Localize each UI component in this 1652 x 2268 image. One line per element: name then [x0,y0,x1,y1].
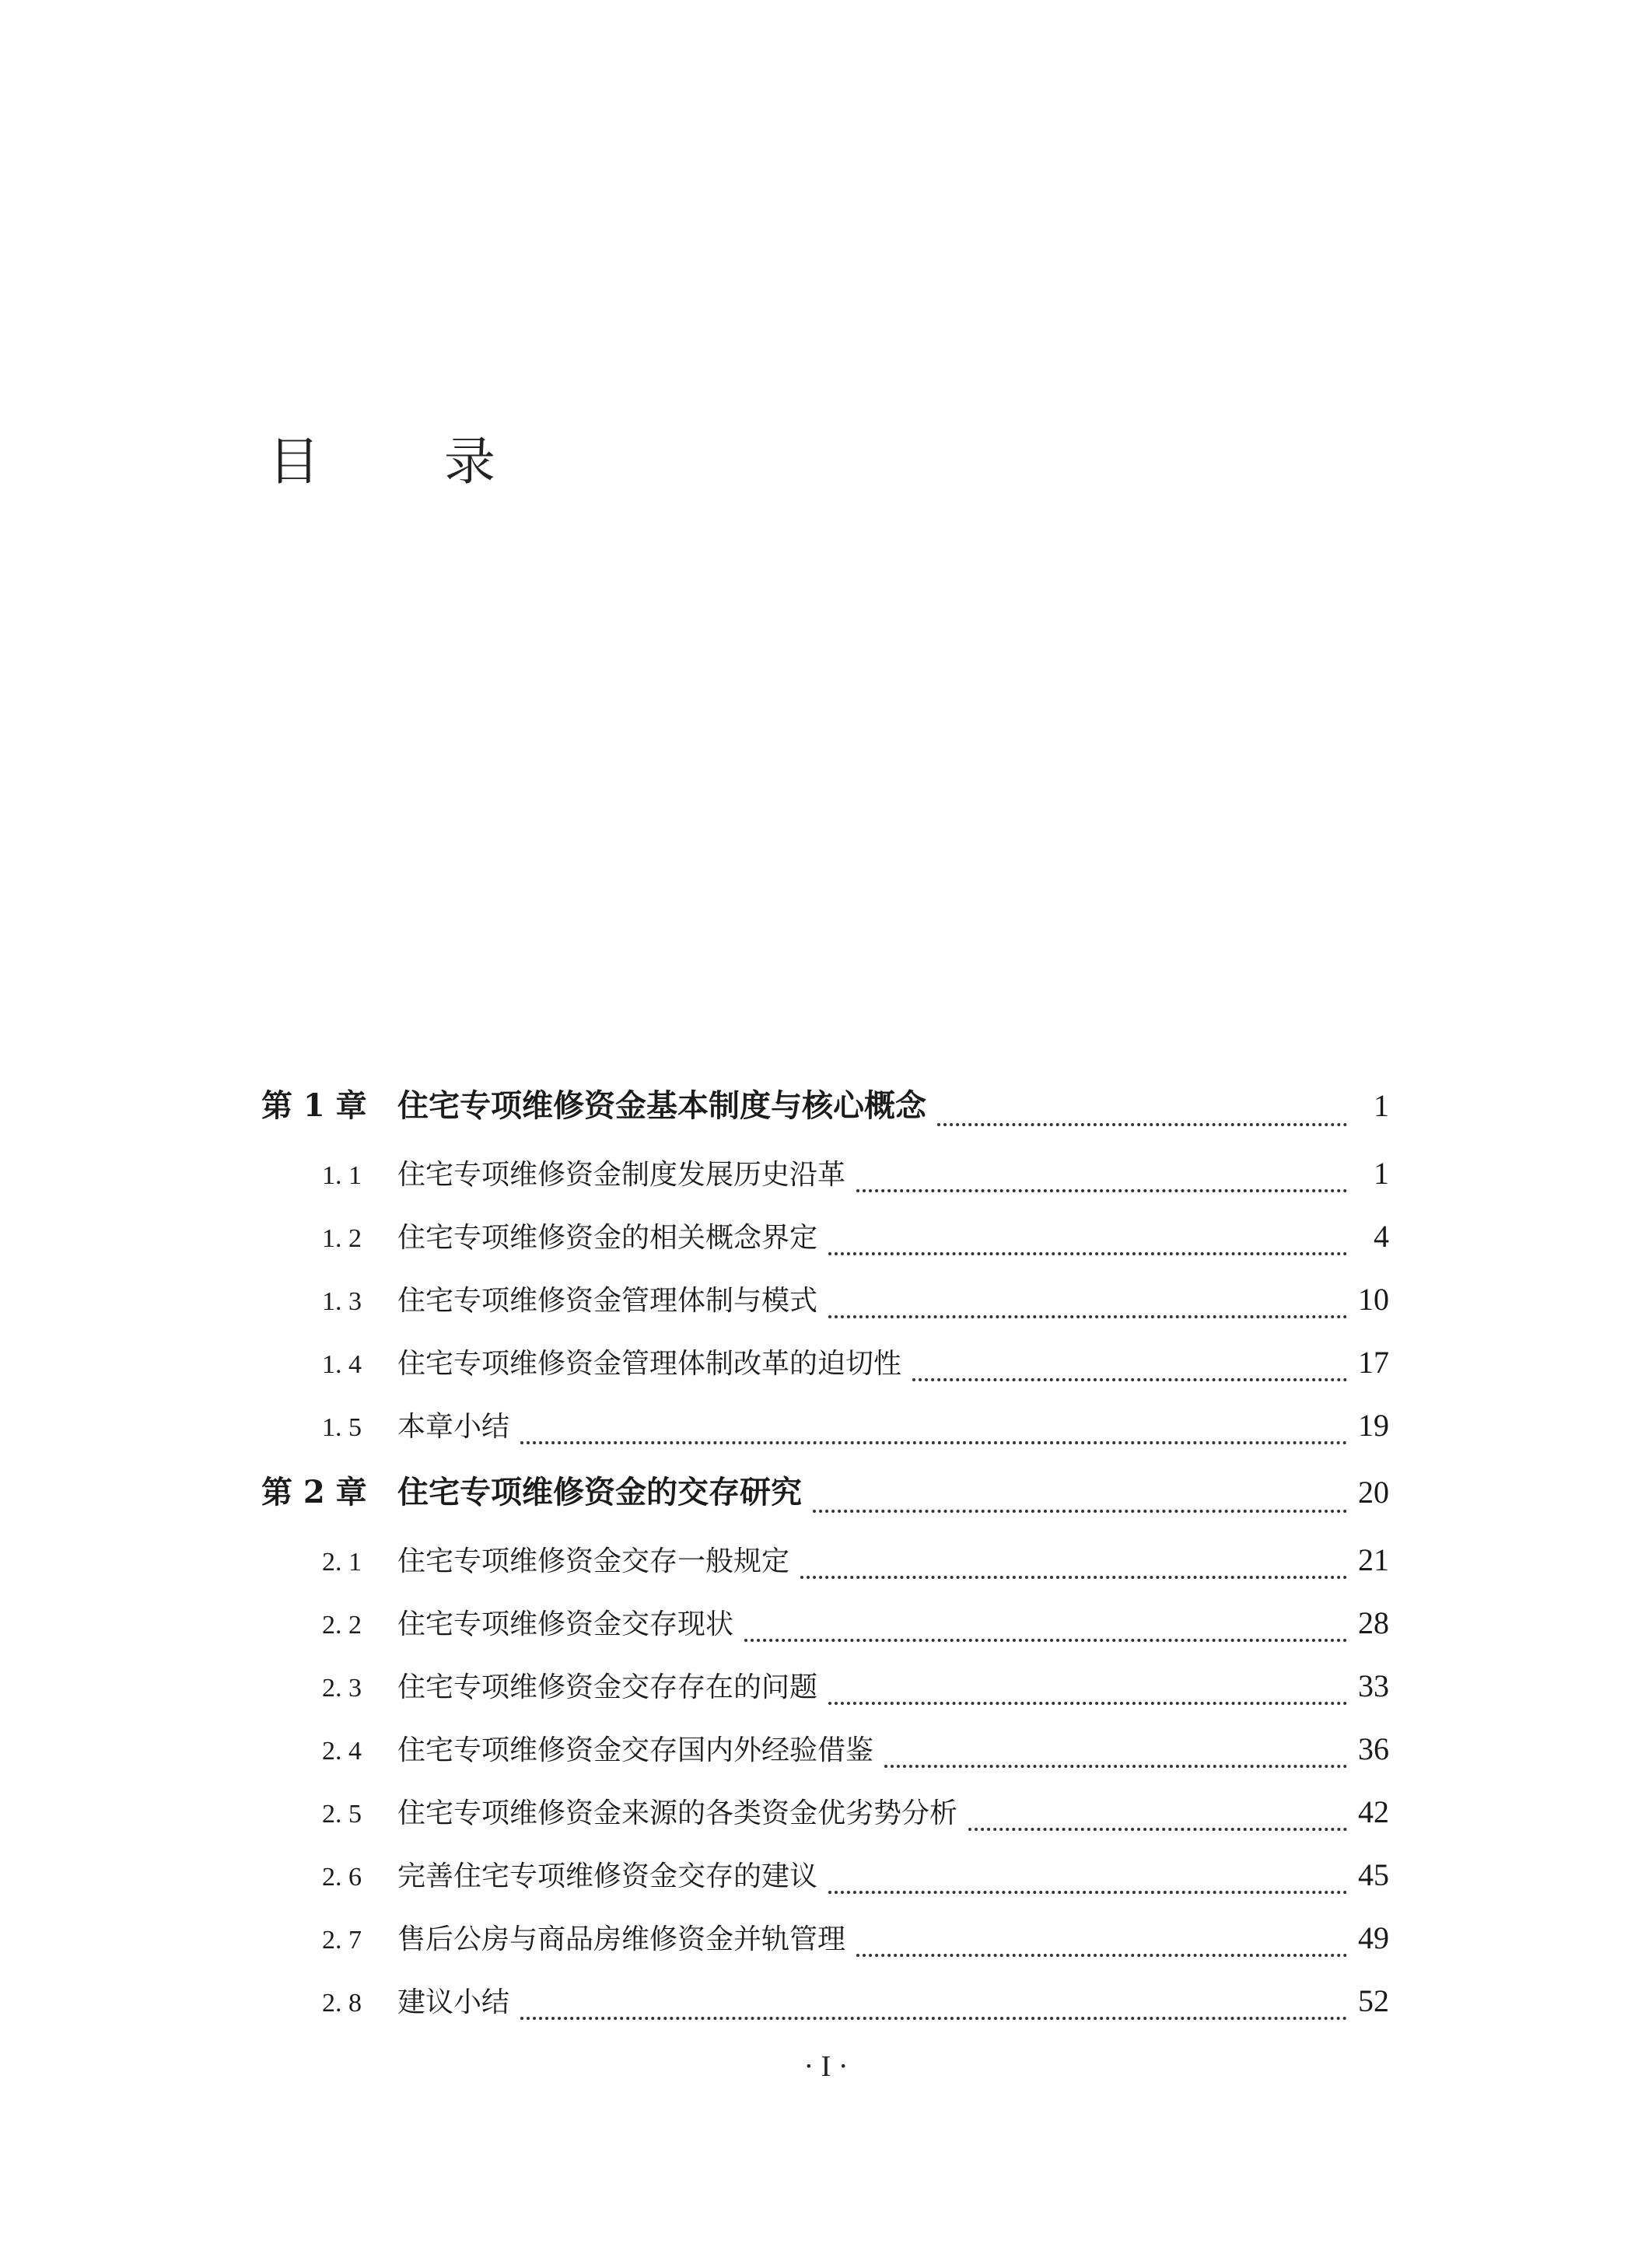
section-title: 住宅专项维修资金管理体制与模式 [397,1285,818,1317]
section-title: 本章小结 [397,1411,510,1443]
section-title: 建议小结 [397,1986,510,2018]
dot-leader [813,1510,1347,1513]
dot-leader [968,1828,1347,1831]
toc-section-entry[interactable] [261,1980,1389,2043]
chapter-title: 住宅专项维修资金的交存研究 [397,1474,802,1510]
section-title: 住宅专项维修资金制度发展历史沿革 [397,1159,846,1191]
toc-heading-char-2: 录 [444,432,495,492]
section-number: 2. 2 [322,1611,362,1640]
page-ref: 45 [1358,1857,1389,1892]
toc-chapter-entry[interactable] [261,1081,1389,1153]
toc-section-entry[interactable] [261,1342,1389,1405]
toc-heading-char-1: 目 [268,432,320,492]
section-number: 2. 1 [322,1548,362,1577]
page-ref: 20 [1358,1475,1389,1510]
section-number: 2. 5 [322,1800,362,1829]
table-of-contents [261,1081,1389,2043]
toc-section-entry[interactable] [261,1279,1389,1342]
dot-leader [828,1252,1347,1255]
dot-leader [520,1441,1347,1444]
toc-section-entry[interactable] [261,1153,1389,1216]
toc-section-entry[interactable] [261,1665,1389,1728]
section-number: 2. 3 [322,1674,362,1703]
section-title: 住宅专项维修资金的相关概念界定 [397,1222,818,1254]
page-ref: 42 [1358,1794,1389,1829]
page-ref: 19 [1358,1408,1389,1443]
section-number: 2. 6 [322,1863,362,1892]
page-ref: 28 [1358,1605,1389,1640]
page-ref: 49 [1358,1920,1389,1955]
toc-section-entry[interactable] [261,1854,1389,1917]
chapter-number: 第 1 章 [261,1087,367,1124]
dot-leader [884,1765,1347,1768]
dot-leader [800,1576,1347,1579]
section-title: 住宅专项维修资金交存一般规定 [397,1545,790,1577]
section-title: 住宅专项维修资金交存现状 [397,1608,734,1640]
page-ref: 1 [1374,1088,1389,1123]
page-ref: 10 [1358,1282,1389,1317]
section-title: 售后公房与商品房维修资金并轨管理 [397,1923,846,1955]
section-title: 住宅专项维修资金交存存在的问题 [397,1671,818,1703]
dot-leader [828,1702,1347,1705]
section-title: 住宅专项维修资金管理体制改革的迫切性 [397,1348,902,1380]
page-ref: 17 [1358,1345,1389,1380]
toc-section-entry[interactable] [261,1216,1389,1279]
page-ref: 21 [1358,1542,1389,1577]
page-number: · I · [803,2050,849,2083]
section-title: 住宅专项维修资金来源的各类资金优劣势分析 [397,1797,958,1829]
dot-leader [744,1639,1347,1642]
section-number: 2. 8 [322,1989,362,2018]
dot-leader [520,2017,1347,2020]
chapter-number: 第 2 章 [261,1474,367,1510]
section-number: 2. 4 [322,1737,362,1766]
page-ref: 33 [1358,1668,1389,1703]
section-title: 住宅专项维修资金交存国内外经验借鉴 [397,1734,874,1766]
dot-leader [856,1189,1347,1192]
dot-leader [828,1315,1347,1318]
chapter-title: 住宅专项维修资金基本制度与核心概念 [397,1087,926,1124]
toc-section-entry[interactable] [261,1791,1389,1854]
section-number: 1. 1 [322,1161,362,1190]
section-number: 1. 5 [322,1413,362,1442]
section-title: 完善住宅专项维修资金交存的建议 [397,1860,818,1892]
toc-section-entry[interactable] [261,1602,1389,1665]
section-number: 1. 2 [322,1224,362,1253]
section-number: 1. 3 [322,1287,362,1316]
toc-section-entry[interactable] [261,1405,1389,1468]
page-ref: 1 [1374,1156,1389,1191]
dot-leader [828,1891,1347,1894]
toc-section-entry[interactable] [261,1539,1389,1602]
dot-leader [937,1123,1347,1126]
toc-chapter-entry[interactable] [261,1468,1389,1539]
dot-leader [912,1378,1347,1381]
page-ref: 36 [1358,1731,1389,1766]
section-number: 2. 7 [322,1926,362,1955]
toc-section-entry[interactable] [261,1917,1389,1980]
page-ref: 52 [1358,1983,1389,2018]
page-ref: 4 [1374,1219,1389,1254]
toc-heading [268,420,495,494]
toc-section-entry[interactable] [261,1728,1389,1791]
section-number: 1. 4 [322,1350,362,1379]
dot-leader [856,1954,1347,1957]
